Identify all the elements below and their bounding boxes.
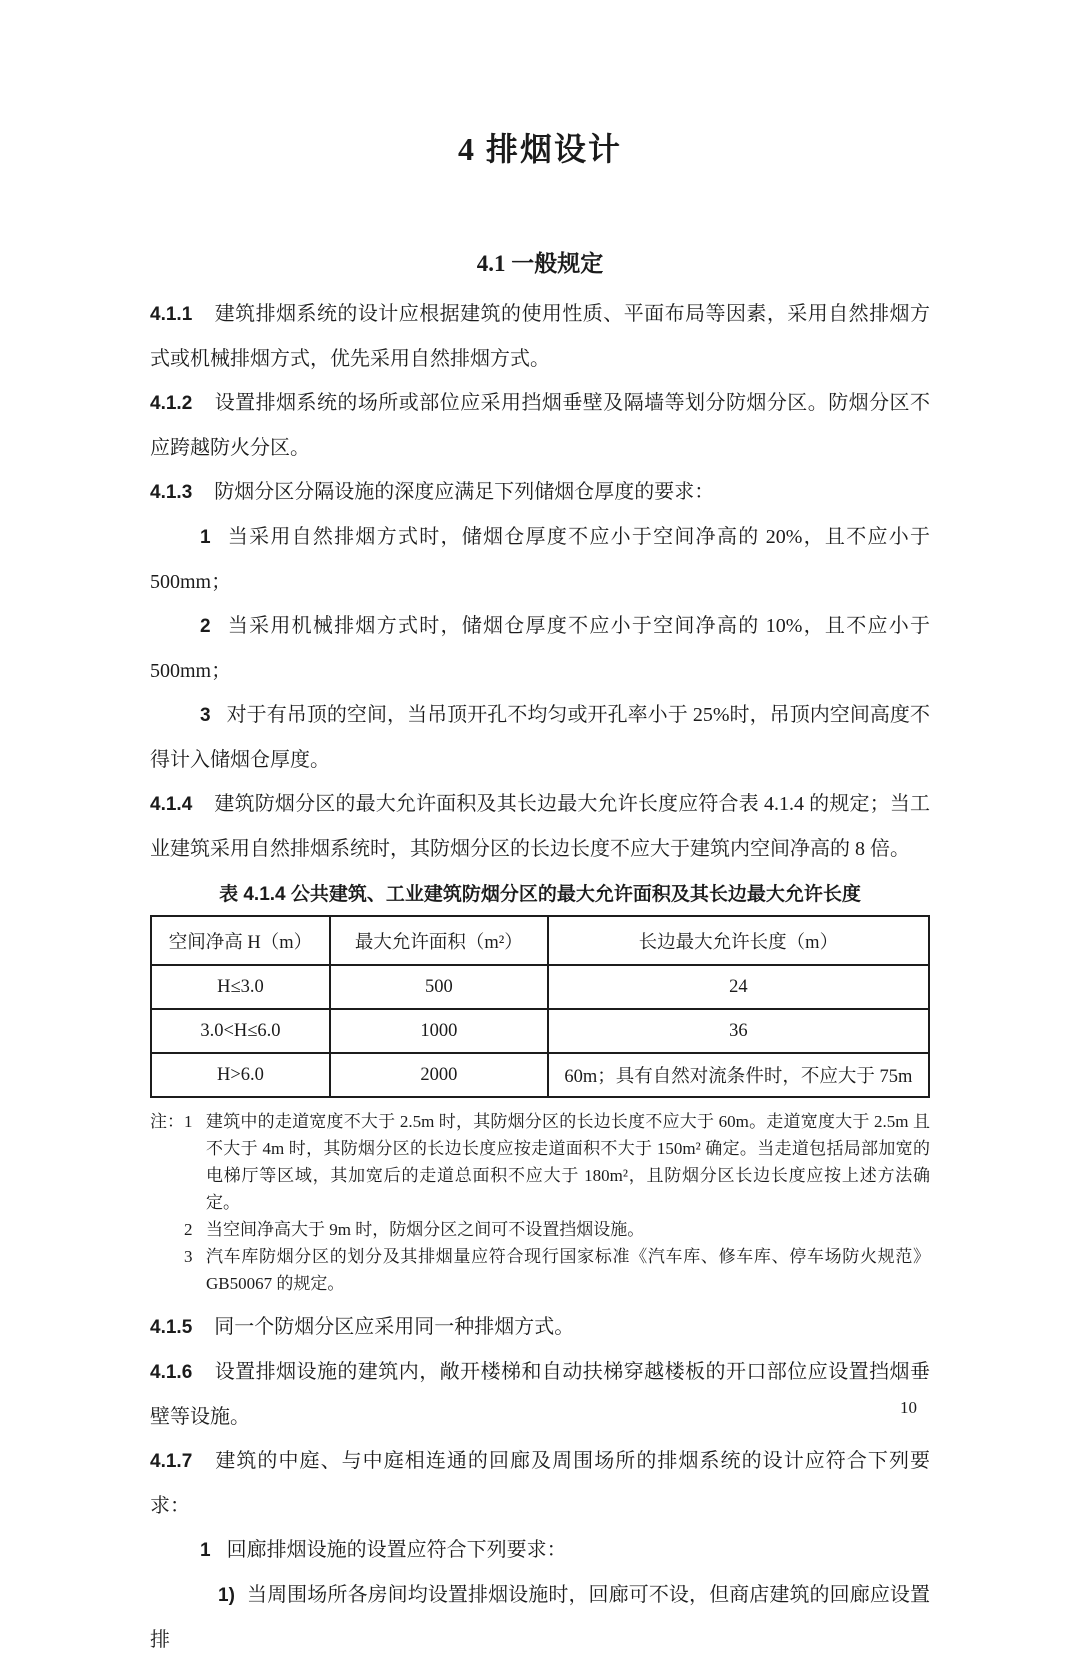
table-header-cell: 长边最大允许长度（m） (548, 916, 929, 965)
table-caption: 表 4.1.4 公共建筑、工业建筑防烟分区的最大允许面积及其长边最大允许长度 (219, 884, 861, 905)
item-number: 3 (200, 705, 211, 726)
clause-text: 防烟分区分隔设施的深度应满足下列储烟仓厚度的要求： (214, 481, 715, 503)
note-item-3 (150, 1243, 930, 1297)
item-text: 对于有吊顶的空间，当吊顶开孔不均匀或开孔率小于 25%时，吊顶内空间高度不得计入储烟仓厚度。 (150, 704, 930, 771)
table-row (151, 965, 929, 1009)
clause-4-1-6 (150, 1350, 930, 1439)
table-cell: H≤3.0 (151, 965, 330, 1009)
chapter-title: 4 排烟设计 (457, 131, 622, 167)
table-cell: 60m；具有自然对流条件时，不应大于 75m (548, 1053, 929, 1097)
table-row (151, 1009, 929, 1053)
note-text: 建筑中的走道宽度不大于 2.5m 时，其防烟分区的长边长度不应大于 60m。走道宽度大于 2.5m 且不大于 4m 时，其防烟分区的长边长度应按走道面积不大于 150m² 确定。当走道包括局部加宽的电梯厅等区域，其加宽后的走道总面积不应大于 180m²，且防烟分区长边长度应按上述方法确定。 (206, 1112, 930, 1212)
page-number: 10 (900, 1398, 917, 1417)
notes-label: 注： (150, 1112, 184, 1131)
table-4-1-4 (150, 915, 930, 1098)
clause-4-1-1 (150, 292, 930, 381)
note-number: 1 (184, 1112, 193, 1131)
clause-number: 4.1.5 (150, 1317, 193, 1338)
clause-4-1-7 (150, 1439, 930, 1528)
note-text: 当空间净高大于 9m 时，防烟分区之间可不设置挡烟设施。 (206, 1220, 645, 1239)
clause-number: 4.1.4 (150, 794, 193, 815)
clause-4-1-4 (150, 782, 930, 871)
table-header-row (151, 916, 929, 965)
note-number: 3 (184, 1247, 193, 1266)
table-cell: 24 (548, 965, 929, 1009)
table-cell: 2000 (330, 1053, 548, 1097)
clause-text: 设置排烟设施的建筑内，敞开楼梯和自动扶梯穿越楼板的开口部位应设置挡烟垂壁等设施。 (150, 1361, 930, 1428)
table-header-cell: 最大允许面积（m²） (330, 916, 548, 965)
note-item-2 (150, 1216, 930, 1243)
table-cell: H>6.0 (151, 1053, 330, 1097)
clause-text: 建筑的中庭、与中庭相连通的回廊及周围场所的排烟系统的设计应符合下列要求： (150, 1450, 930, 1517)
item-text: 当采用自然排烟方式时，储烟仓厚度不应小于空间净高的 20%，且不应小于 500mm； (150, 526, 930, 593)
clause-number: 4.1.7 (150, 1451, 193, 1472)
note-item-1 (150, 1108, 930, 1216)
clause-text: 设置排烟系统的场所或部位应采用挡烟垂壁及隔墙等划分防烟分区。防烟分区不应跨越防火分区。 (150, 392, 930, 459)
table-cell: 500 (330, 965, 548, 1009)
item-number: 2 (200, 616, 211, 637)
item-number: 1 (200, 527, 211, 548)
table-cell: 1000 (330, 1009, 548, 1053)
note-number: 2 (184, 1220, 193, 1239)
clause-number: 4.1.3 (150, 482, 193, 503)
clause-4-1-3-item-1 (150, 515, 930, 604)
table-cell: 3.0<H≤6.0 (151, 1009, 330, 1053)
subitem-text: 当周围场所各房间均设置排烟设施时，回廊可不设，但商店建筑的回廊应设置排 (150, 1584, 930, 1651)
clause-text: 同一个防烟分区应采用同一种排烟方式。 (214, 1316, 575, 1338)
table-notes (150, 1108, 930, 1297)
section-title: 4.1 一般规定 (476, 251, 604, 276)
clause-number: 4.1.6 (150, 1362, 193, 1383)
clause-4-1-7-item-1 (150, 1528, 930, 1573)
clause-4-1-3-item-3 (150, 693, 930, 782)
clause-number: 4.1.2 (150, 393, 193, 414)
item-text: 回廊排烟设施的设置应符合下列要求： (226, 1539, 567, 1561)
note-text: 汽车库防烟分区的划分及其排烟量应符合现行国家标准《汽车库、修车库、停车场防火规范》GB50067 的规定。 (206, 1247, 930, 1293)
clause-4-1-5 (150, 1305, 930, 1350)
item-number: 1 (200, 1540, 211, 1561)
clause-text: 建筑排烟系统的设计应根据建筑的使用性质、平面布局等因素，采用自然排烟方式或机械排烟方式，优先采用自然排烟方式。 (150, 303, 930, 370)
table-cell: 36 (548, 1009, 929, 1053)
clause-4-1-2 (150, 381, 930, 470)
item-text: 当采用机械排烟方式时，储烟仓厚度不应小于空间净高的 10%，且不应小于 500mm； (150, 615, 930, 682)
subitem-number: 1) (218, 1585, 235, 1606)
table-header-cell: 空间净高 H（m） (151, 916, 330, 965)
clause-4-1-7-item-1-sub-1 (150, 1573, 930, 1662)
document-body (150, 292, 930, 1662)
clause-text: 建筑防烟分区的最大允许面积及其长边最大允许长度应符合表 4.1.4 的规定；当工业建筑采用自然排烟系统时，其防烟分区的长边长度不应大于建筑内空间净高的 8 倍。 (150, 793, 930, 860)
clause-4-1-3 (150, 470, 930, 515)
clause-4-1-3-item-2 (150, 604, 930, 693)
table-row (151, 1053, 929, 1097)
clause-number: 4.1.1 (150, 304, 193, 325)
